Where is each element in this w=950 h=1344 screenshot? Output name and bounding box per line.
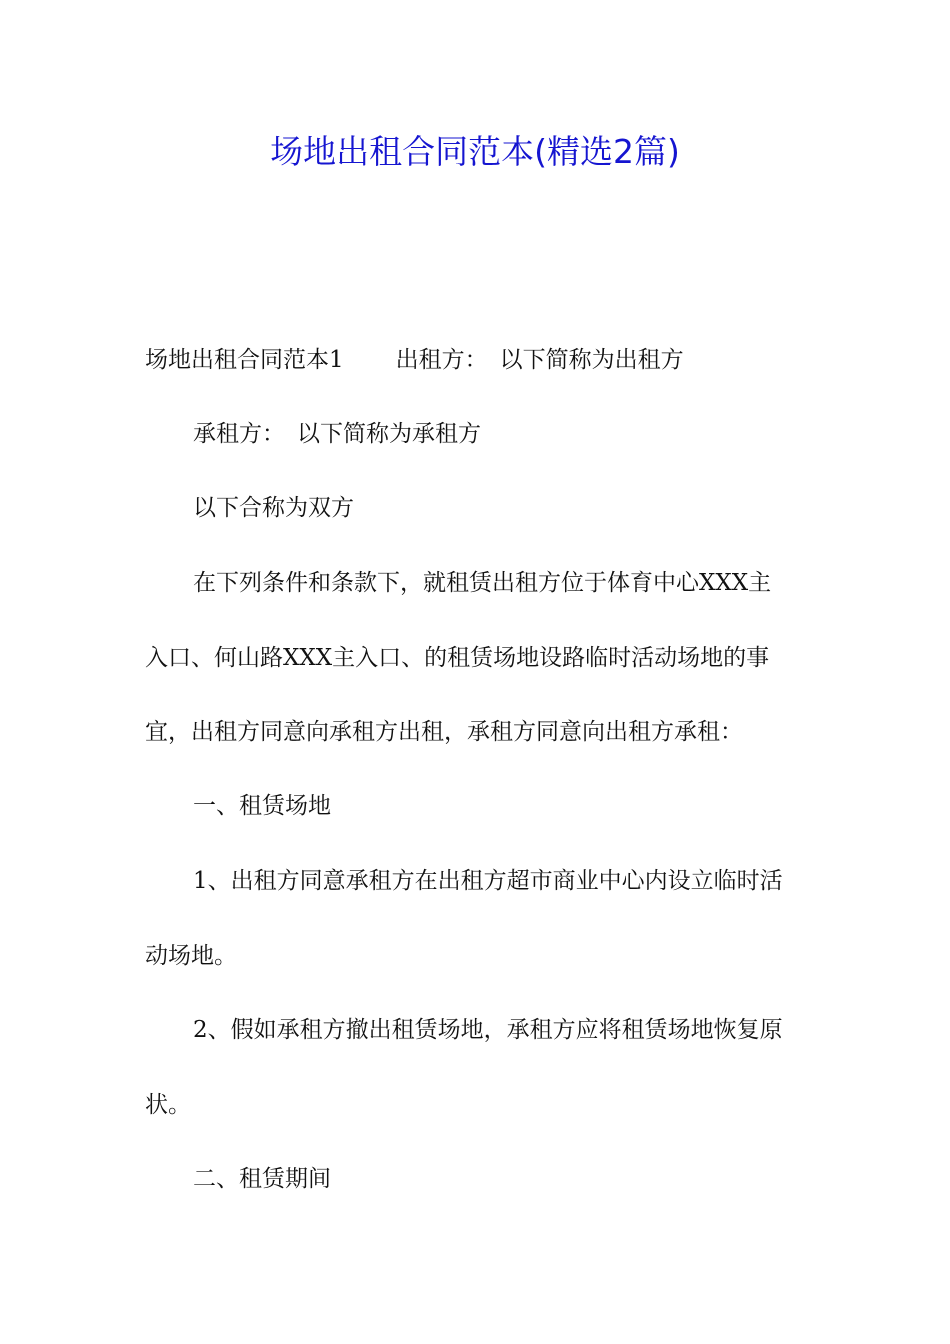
lessee-note: 以下简称为承租方	[297, 421, 481, 447]
paragraph-line: 2、假如承租方撤出租赁场地，承租方应将租赁场地恢复原	[193, 1017, 783, 1043]
lessee-label: 承租方：	[193, 421, 285, 447]
paragraph-line: 状。	[145, 1092, 191, 1118]
paragraph-line: 在下列条件和条款下，就租赁出租方位于体育中心XXX主	[193, 570, 772, 596]
lessor-note: 以下简称为出租方	[499, 347, 684, 373]
section-heading: 二、租赁期间	[193, 1166, 331, 1192]
paragraph-line: 入口、何山路XXX主入口、的租赁场地设路临时活动场地的事	[145, 645, 770, 671]
section-heading: 一、租赁场地	[193, 793, 331, 819]
lessor-label: 出租方：	[395, 347, 488, 373]
paragraph-line: 动场地。	[145, 943, 237, 969]
paragraph-line: 宜，出租方同意向承租方出租，承租方同意向出租方承租：	[145, 719, 743, 745]
paragraph-line	[145, 343, 810, 377]
paragraph-line: 1、出租方同意承租方在出租方超市商业中心内设立临时活	[193, 868, 783, 894]
paragraph-line	[193, 417, 858, 451]
paragraph-line: 以下合称为双方	[193, 495, 354, 521]
document-title: 场地出租合同范本(精选2篇)	[270, 132, 680, 171]
contract-heading: 场地出租合同范本1	[145, 347, 344, 373]
